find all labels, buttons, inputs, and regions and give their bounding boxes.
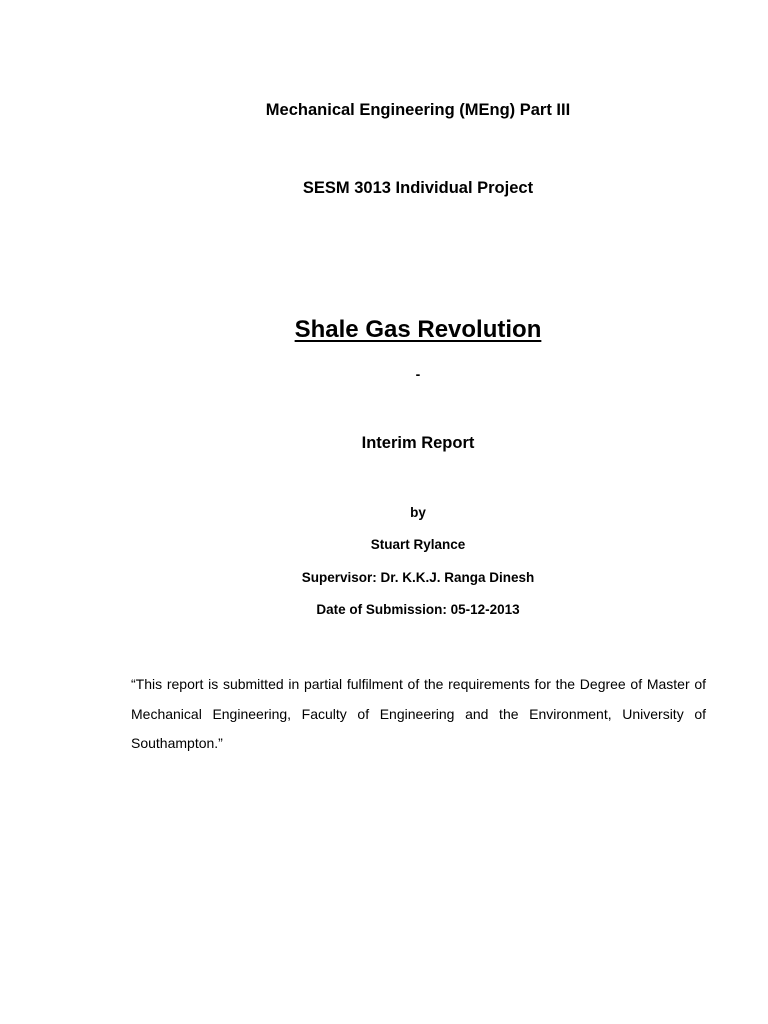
module-heading: SESM 3013 Individual Project (302, 179, 534, 197)
by-label: by (410, 505, 426, 520)
submission-date: Date of Submission: 05-12-2013 (316, 602, 520, 617)
report-title: Shale Gas Revolution (294, 316, 542, 343)
title-separator: - (415, 366, 421, 382)
author-name: Stuart Rylance (370, 537, 466, 552)
supervisor-line: Supervisor: Dr. K.K.J. Ranga Dinesh (301, 570, 535, 585)
submission-statement: “This report is submitted in partial fulfilment of the requirements for the Degree of Master of Mechanical Engineering, Faculty of Engineering and the Environment, University of Southampton.” (131, 676, 706, 751)
programme-heading: Mechanical Engineering (MEng) Part III (265, 101, 571, 119)
report-type: Interim Report (361, 434, 475, 452)
